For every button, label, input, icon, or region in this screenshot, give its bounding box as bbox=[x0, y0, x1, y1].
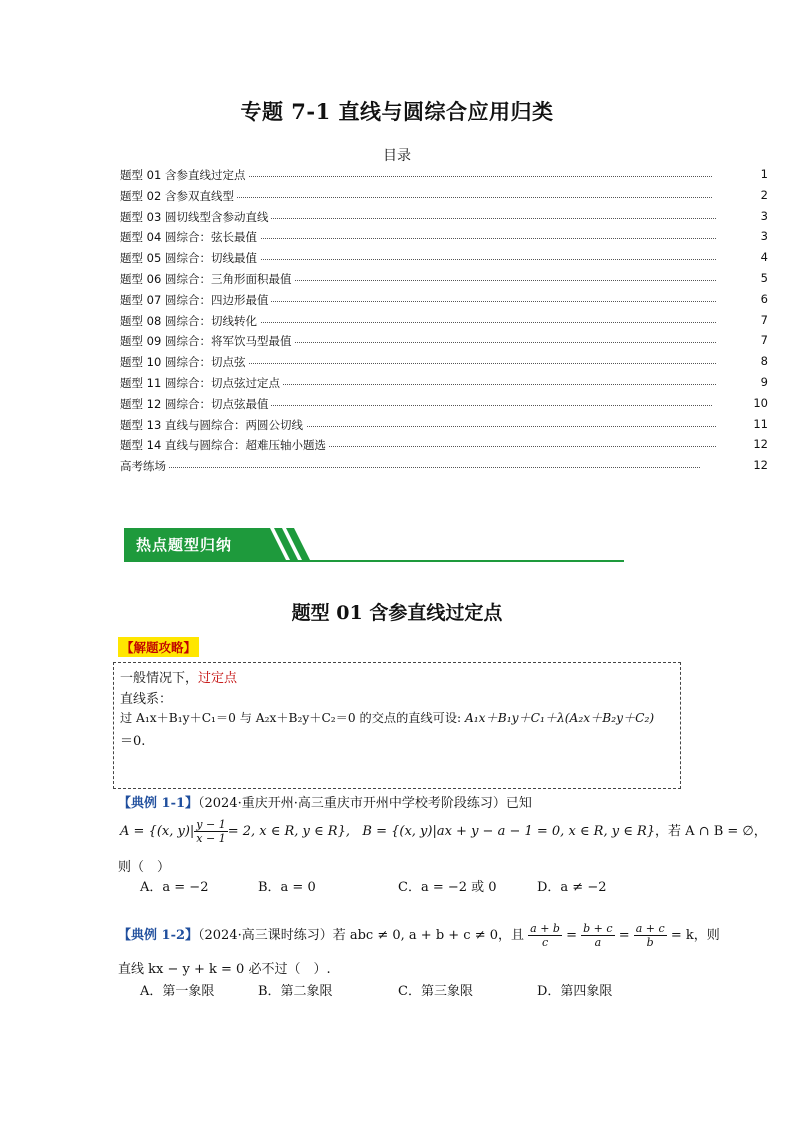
option-c[interactable]: C．a = −2 或 0 bbox=[398, 880, 497, 895]
toc-item[interactable] bbox=[120, 456, 768, 477]
option-a[interactable]: A．第一象限 bbox=[140, 984, 215, 999]
toc-heading: 目录 bbox=[383, 148, 411, 164]
example-1-1-ask: 则（ ） bbox=[118, 860, 171, 875]
toc-item-page: 3 bbox=[760, 229, 768, 244]
toc-item[interactable] bbox=[120, 227, 768, 248]
section-title: 题型 01 含参直线过定点 bbox=[291, 602, 503, 624]
box-line-4: ＝0. bbox=[120, 734, 146, 749]
option-b[interactable]: B．a = 0 bbox=[258, 880, 316, 895]
set-a-numerator: y − 1 bbox=[196, 818, 226, 831]
document-title: 专题 7-1 直线与圆综合应用归类 bbox=[240, 99, 554, 124]
option-b[interactable]: B．第二象限 bbox=[258, 984, 333, 999]
box-line-1 bbox=[120, 667, 237, 686]
toc-item[interactable] bbox=[120, 415, 768, 436]
toc-item-page: 7 bbox=[760, 312, 768, 327]
fraction-2-denominator: a bbox=[594, 936, 602, 949]
toc-item-label: 题型 09 圆综合：将军饮马型最值 bbox=[120, 333, 294, 349]
toc-item[interactable] bbox=[120, 331, 768, 352]
fraction-1 bbox=[528, 922, 562, 949]
toc-item-page: 2 bbox=[760, 187, 768, 202]
toc-item-page: 12 bbox=[753, 458, 768, 473]
toc-item[interactable] bbox=[120, 394, 768, 415]
example-1-1-source: （2024·重庆开州·高三重庆市开州中学校考阶段练习）已知 bbox=[198, 796, 532, 811]
toc-item[interactable] bbox=[120, 435, 768, 456]
toc-item-page: 9 bbox=[760, 374, 768, 389]
toc-item-page: 4 bbox=[760, 250, 768, 265]
option-d[interactable]: D．a ≠ −2 bbox=[537, 880, 607, 895]
example-1-2-tag: 【典例 1-2】 bbox=[118, 928, 199, 943]
toc-item-label: 题型 01 含参直线过定点 bbox=[120, 167, 248, 183]
example-1-2-tail: = k，则 bbox=[670, 928, 720, 943]
toc-item-label: 题型 14 直线与圆综合：超难压轴小题选 bbox=[120, 437, 329, 453]
fraction-2-numerator: b + c bbox=[583, 922, 613, 935]
toc-item-label: 题型 13 直线与圆综合：两圆公切线 bbox=[120, 417, 306, 433]
example-1-2-line2: 直线 kx − y + k = 0 必不过（ ）. bbox=[118, 962, 331, 977]
toc-item[interactable] bbox=[120, 311, 768, 332]
box-line-3 bbox=[120, 709, 654, 726]
table-of-contents bbox=[120, 165, 768, 477]
toc-item-page: 7 bbox=[760, 333, 768, 348]
fraction-2 bbox=[581, 922, 614, 949]
toc-item-page: 10 bbox=[753, 395, 768, 410]
box-line-3-formula: A₁x＋B₁y＋C₁＋λ(A₂x＋B₂y＋C₂) bbox=[464, 711, 655, 725]
hot-topics-banner bbox=[124, 526, 624, 562]
box-line-1-highlight: 过定点 bbox=[198, 671, 238, 686]
toc-item-label: 题型 02 含参双直线型 bbox=[120, 188, 237, 204]
example-1-1-options bbox=[0, 876, 794, 896]
toc-item-label: 题型 03 圆切线型含参动直线 bbox=[120, 209, 271, 225]
set-a-denominator: x − 1 bbox=[196, 832, 226, 845]
toc-item-page: 6 bbox=[760, 291, 768, 306]
banner-title: 热点题型归纳 bbox=[136, 536, 233, 554]
toc-item-page: 1 bbox=[760, 167, 768, 181]
example-1-1-sets bbox=[120, 818, 767, 845]
fraction-3-numerator: a + c bbox=[635, 922, 665, 935]
example-1-2-options bbox=[0, 980, 794, 1000]
set-a-tail: = 2, x ∈ R, y ∈ R}, bbox=[227, 824, 350, 839]
toc-item[interactable] bbox=[120, 269, 768, 290]
set-a-lead: A = {(x, y)| bbox=[120, 824, 195, 839]
toc-item-label: 题型 11 圆综合：切点弦过定点 bbox=[120, 375, 283, 391]
box-line-1-text: 一般情况下， bbox=[120, 671, 199, 686]
toc-item[interactable] bbox=[120, 165, 768, 186]
example-1-1-tag: 【典例 1-1】 bbox=[118, 796, 199, 811]
toc-item[interactable] bbox=[120, 290, 768, 311]
toc-item-label: 题型 06 圆综合：三角形面积最值 bbox=[120, 271, 294, 287]
fraction-3-denominator: b bbox=[646, 936, 654, 949]
toc-item-label: 题型 10 圆综合：切点弦 bbox=[120, 354, 248, 370]
example-1-1-condition: ，若 A ∩ B = ∅， bbox=[655, 824, 767, 839]
set-a-fraction bbox=[194, 818, 227, 845]
example-1-2-header: 【典例 1-2】（2024·高三课时练习）若 abc ≠ 0, a + b + c ≠ 0，且 $\frac{a + b}{c}$ = $\frac{b + c}{a}$ = $\frac{a + c}{b}$ = k，则 bbox=[118, 922, 720, 949]
fraction-1-denominator: c bbox=[541, 936, 549, 949]
toc-item-label: 题型 08 圆综合：切线转化 bbox=[120, 313, 260, 329]
toc-item[interactable] bbox=[120, 248, 768, 269]
option-a[interactable]: A．a = −2 bbox=[140, 880, 209, 895]
toc-item-label: 题型 05 圆综合：切线最值 bbox=[120, 250, 260, 266]
toc-item[interactable] bbox=[120, 352, 768, 373]
fraction-3 bbox=[634, 922, 667, 949]
toc-item-page: 8 bbox=[760, 354, 768, 369]
toc-item-page: 5 bbox=[760, 270, 768, 285]
toc-item-label: 题型 04 圆综合：弦长最值 bbox=[120, 229, 260, 245]
option-c[interactable]: C．第三象限 bbox=[398, 984, 473, 999]
toc-item-page: 3 bbox=[760, 208, 768, 223]
toc-item-label: 高考练场 bbox=[120, 458, 169, 474]
toc-item[interactable] bbox=[120, 186, 768, 207]
option-d[interactable]: D．第四象限 bbox=[537, 984, 613, 999]
box-line-3-text: 过 A₁x＋B₁y＋C₁＝0 与 A₂x＋B₂y＋C₂＝0 的交点的直线可设: bbox=[120, 711, 462, 725]
toc-item-label: 题型 12 圆综合：切点弦最值 bbox=[120, 396, 271, 412]
toc-item[interactable] bbox=[120, 207, 768, 228]
toc-item-page: 11 bbox=[753, 416, 768, 431]
toc-item-label: 题型 07 圆综合：四边形最值 bbox=[120, 292, 271, 308]
toc-item-page: 12 bbox=[753, 437, 768, 452]
strategy-box bbox=[113, 662, 681, 789]
example-1-2-source: （2024·高三课时练习）若 abc ≠ 0, a + b + c ≠ 0，且 bbox=[198, 928, 525, 943]
box-line-2: 直线系： bbox=[120, 692, 173, 707]
toc-item[interactable] bbox=[120, 373, 768, 394]
fraction-1-numerator: a + b bbox=[530, 922, 560, 935]
toc-leader-dots bbox=[120, 467, 700, 468]
strategy-tag: 【解题攻略】 bbox=[118, 637, 199, 657]
set-b: B = {(x, y)|ax + y − a − 1 = 0, x ∈ R, y ∈ R} bbox=[362, 824, 656, 839]
example-1-1-header bbox=[118, 792, 532, 811]
